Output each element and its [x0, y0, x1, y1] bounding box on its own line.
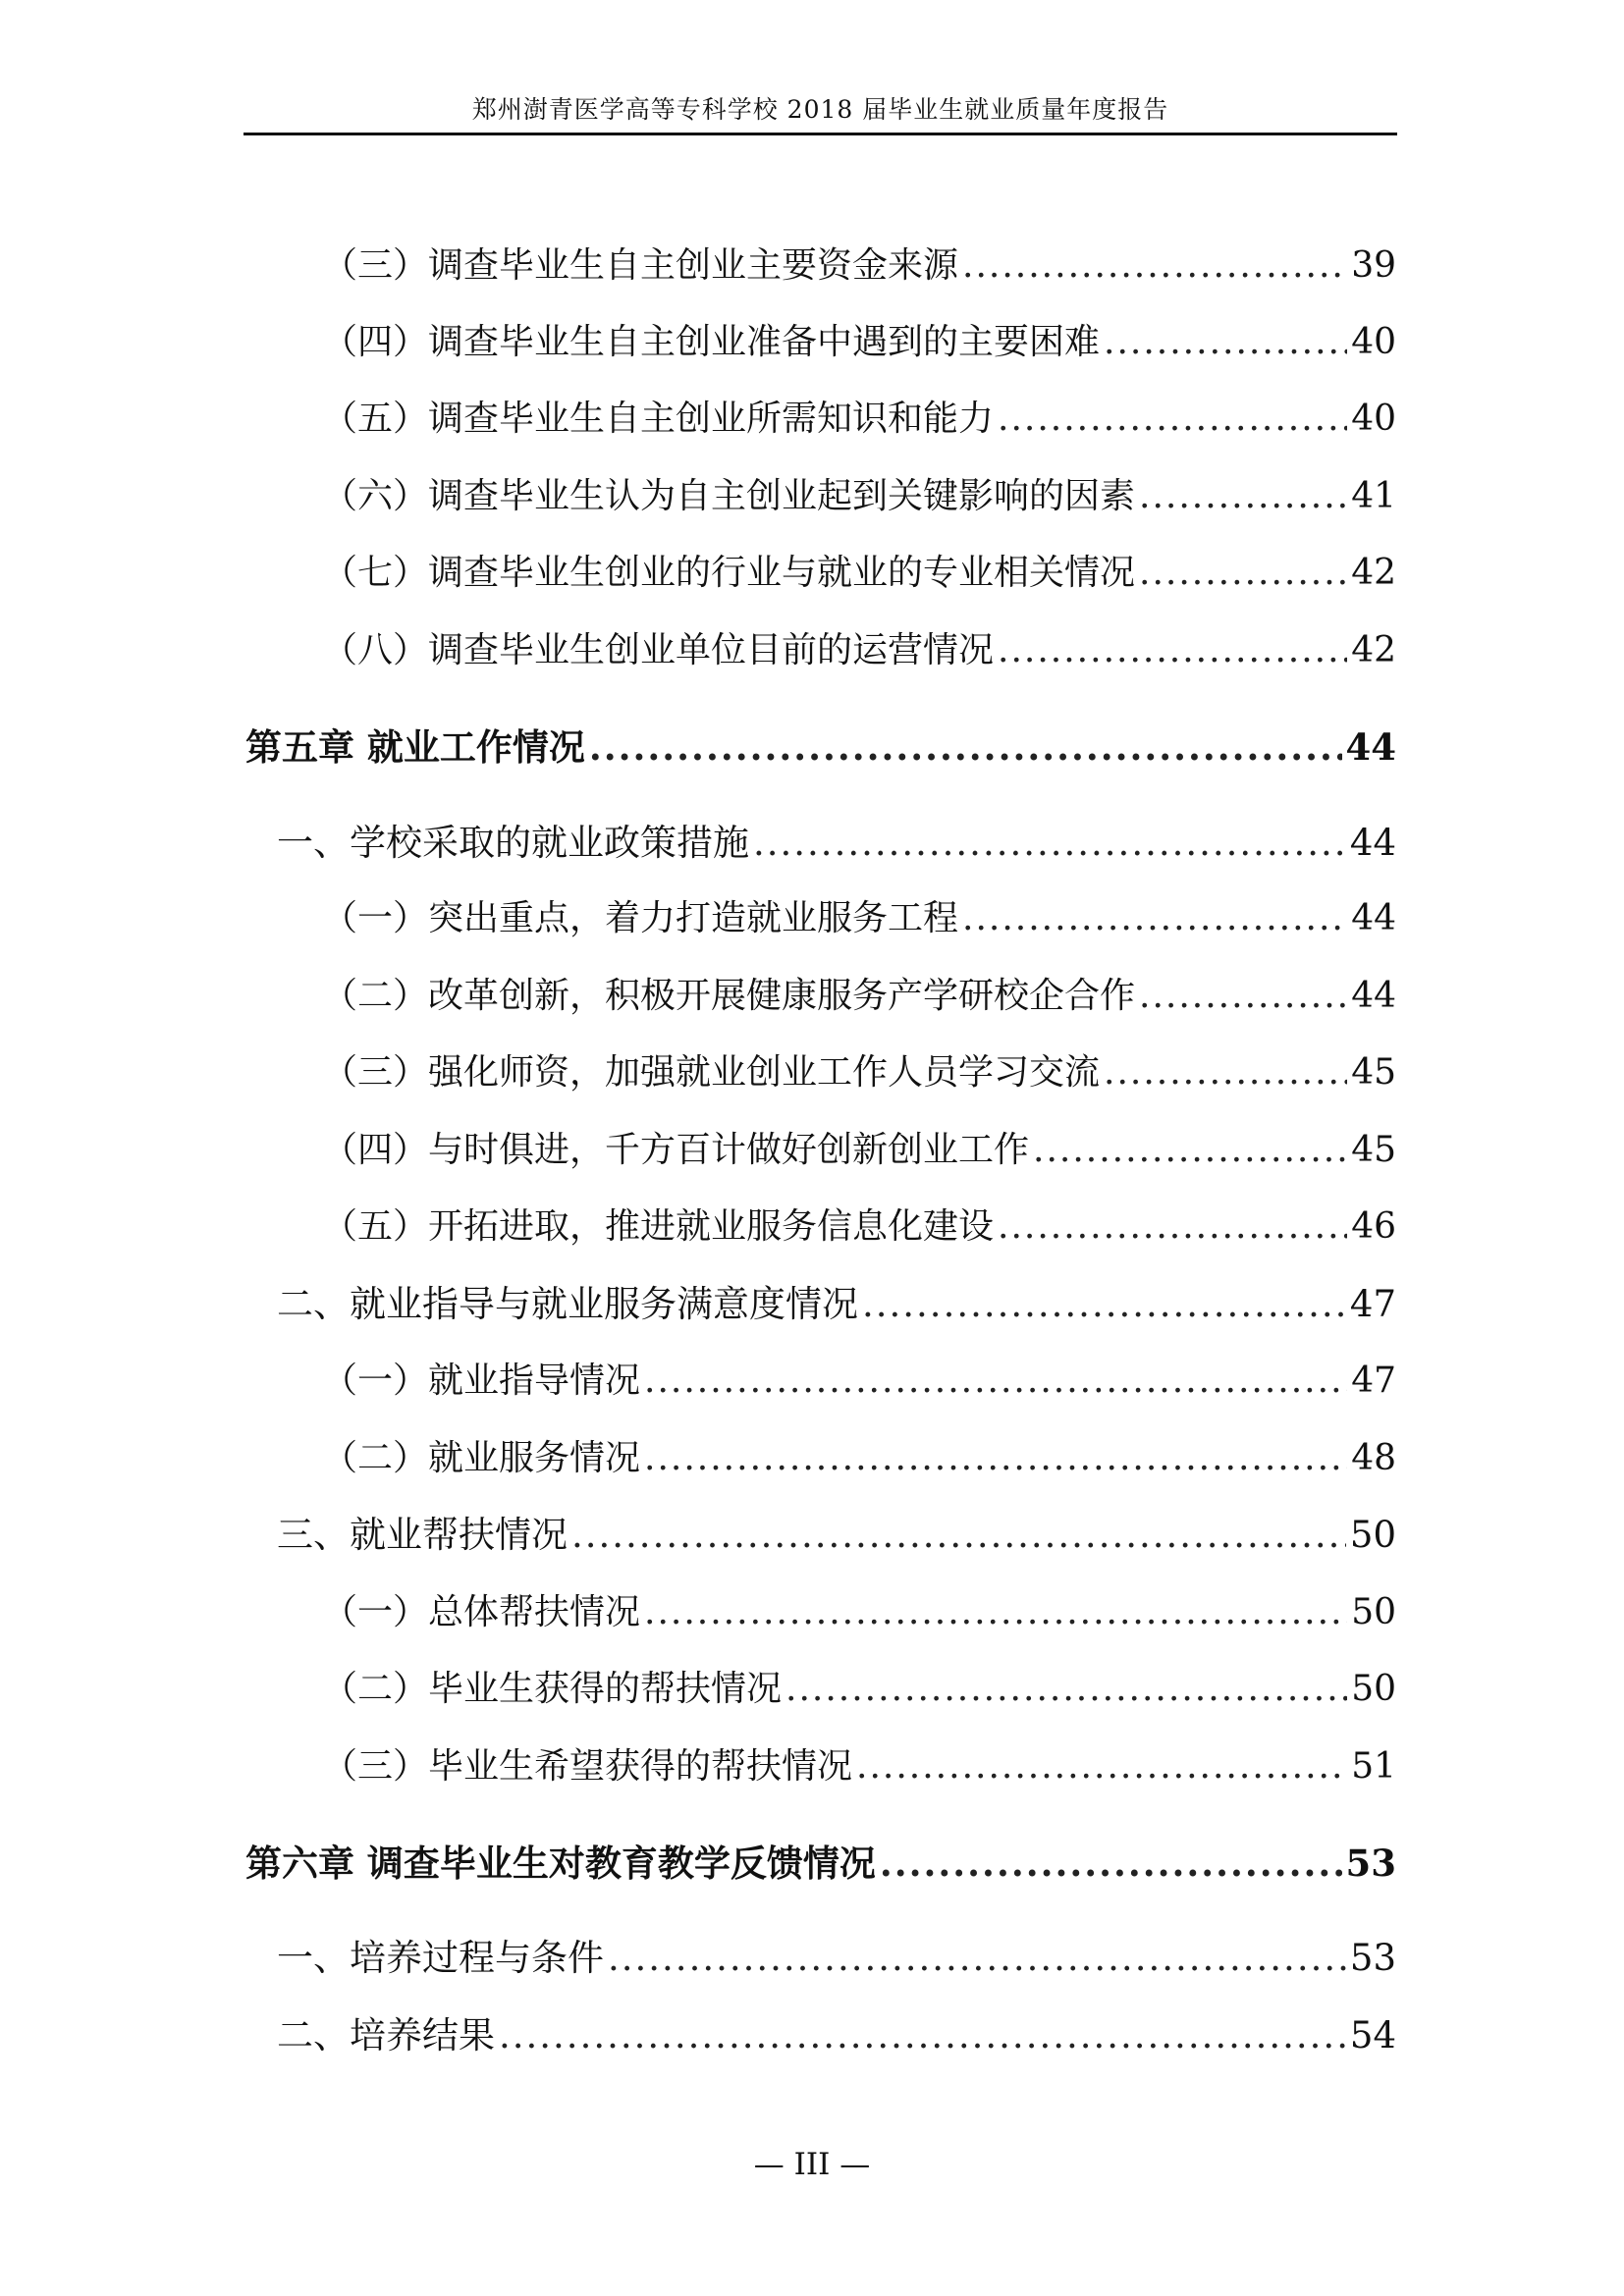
- toc-entry[interactable]: [322, 241, 1396, 291]
- toc-entry[interactable]: [322, 549, 1396, 598]
- toc-entry-page: 47: [1349, 1283, 1396, 1325]
- toc-entry[interactable]: [322, 1048, 1396, 1097]
- toc-entry-page: 44: [1345, 725, 1396, 769]
- toc-entry-label: 二、培养结果: [277, 2014, 495, 2056]
- toc-entry-label: （八）调查毕业生创业单位目前的运营情况: [322, 630, 995, 670]
- toc-chapter-entry[interactable]: [245, 1837, 1396, 1890]
- toc-entry-page: 45: [1351, 1130, 1396, 1170]
- toc-leader-dots: [1104, 1048, 1347, 1097]
- toc-chapter-entry[interactable]: [245, 721, 1396, 774]
- toc-entry-label: （三）强化师资，加强就业创业工作人员学习交流: [322, 1052, 1101, 1093]
- toc-entry[interactable]: [322, 1202, 1396, 1252]
- toc-entry[interactable]: [322, 318, 1396, 367]
- header-title: 郑州澍青医学高等专科学校 2018 届毕业生就业质量年度报告: [471, 95, 1169, 124]
- toc-entry[interactable]: [322, 1126, 1396, 1175]
- toc-entry-page: 51: [1351, 1746, 1396, 1787]
- toc-entry-label: （一）突出重点，着力打造就业服务工程: [322, 898, 959, 938]
- toc-leader-dots: [608, 1934, 1346, 1983]
- toc-entry-label: （六）调查毕业生认为自主创业起到关键影响的因素: [322, 476, 1136, 516]
- toc-entry[interactable]: [322, 972, 1396, 1021]
- toc-entry[interactable]: [322, 472, 1396, 521]
- toc-entry-label: （一）就业指导情况: [322, 1361, 641, 1401]
- toc-entry-page: 54: [1349, 2014, 1396, 2056]
- toc-entry-label: （四）与时俱进，千方百计做好创新创业工作: [322, 1130, 1030, 1170]
- toc-entry[interactable]: [322, 395, 1396, 444]
- toc-section-entry[interactable]: [277, 1280, 1396, 1329]
- toc-entry-label: 二、就业指导与就业服务满意度情况: [277, 1283, 858, 1325]
- toc-leader-dots: [1139, 472, 1347, 521]
- toc-section-entry[interactable]: [277, 2011, 1396, 2060]
- toc-leader-dots: [644, 1588, 1347, 1637]
- toc-entry-page: 42: [1351, 630, 1396, 670]
- toc-leader-dots: [1139, 549, 1347, 598]
- toc-entry[interactable]: [322, 1742, 1396, 1791]
- toc-entry-page: 44: [1351, 976, 1396, 1016]
- toc-entry-label: （三）调查毕业生自主创业主要资金来源: [322, 245, 959, 286]
- toc-leader-dots: [571, 1511, 1346, 1560]
- toc-entry-label: （二）就业服务情况: [322, 1438, 641, 1478]
- toc-entry-label: 第五章 就业工作情况: [245, 725, 585, 769]
- toc-leader-dots: [499, 2011, 1346, 2060]
- toc-entry-page: 44: [1351, 898, 1396, 938]
- toc-entry-label: （二）改革创新，积极开展健康服务产学研校企合作: [322, 976, 1136, 1016]
- toc-entry[interactable]: [322, 1588, 1396, 1637]
- toc-leader-dots: [862, 1280, 1346, 1329]
- toc-leader-dots: [753, 819, 1346, 868]
- toc-entry-page: 42: [1351, 553, 1396, 593]
- toc-leader-dots: [1139, 972, 1347, 1021]
- toc-entry-page: 48: [1351, 1438, 1396, 1478]
- toc-entry-page: 47: [1351, 1361, 1396, 1401]
- page-footer: [0, 2145, 1624, 2184]
- toc-entry-label: （五）调查毕业生自主创业所需知识和能力: [322, 399, 995, 439]
- toc-entry-page: 53: [1349, 1937, 1396, 1979]
- toc-entry-page: 39: [1351, 245, 1396, 286]
- toc-entry[interactable]: [322, 894, 1396, 943]
- toc-leader-dots: [1104, 318, 1347, 367]
- toc-entry-page: 40: [1351, 322, 1396, 362]
- toc-entry-label: （一）总体帮扶情况: [322, 1592, 641, 1632]
- toc-entry-label: 第六章 调查毕业生对教育教学反馈情况: [245, 1842, 876, 1885]
- toc-entry-page: 50: [1349, 1514, 1396, 1556]
- toc-leader-dots: [962, 894, 1347, 943]
- toc-entry-page: 50: [1351, 1592, 1396, 1632]
- toc-entry-label: （五）开拓进取，推进就业服务信息化建设: [322, 1206, 995, 1247]
- toc-entry[interactable]: [322, 1665, 1396, 1714]
- toc-leader-dots: [962, 241, 1347, 291]
- toc-entry-label: 一、学校采取的就业政策措施: [277, 822, 749, 864]
- toc-entry-label: （七）调查毕业生创业的行业与就业的专业相关情况: [322, 553, 1136, 593]
- toc-leader-dots: [998, 626, 1347, 675]
- toc-entry-label: 三、就业帮扶情况: [277, 1514, 568, 1556]
- toc-entry-label: （四）调查毕业生自主创业准备中遇到的主要困难: [322, 322, 1101, 362]
- toc-entry[interactable]: [322, 1357, 1396, 1406]
- toc-leader-dots: [998, 1202, 1347, 1252]
- toc-leader-dots: [644, 1357, 1347, 1406]
- toc-leader-dots: [644, 1434, 1347, 1483]
- toc-entry[interactable]: [322, 1434, 1396, 1483]
- toc-leader-dots: [589, 721, 1342, 774]
- toc-leader-dots: [1033, 1126, 1347, 1175]
- toc-entry-label: 一、培养过程与条件: [277, 1937, 604, 1979]
- toc-section-entry[interactable]: [277, 819, 1396, 868]
- toc-leader-dots: [856, 1742, 1347, 1791]
- toc-entry-page: 40: [1351, 399, 1396, 439]
- toc-entry-page: 53: [1345, 1842, 1396, 1885]
- toc-section-entry[interactable]: [277, 1934, 1396, 1983]
- toc-leader-dots: [785, 1665, 1347, 1714]
- toc-entry-label: （三）毕业生希望获得的帮扶情况: [322, 1746, 853, 1787]
- toc-entry-page: 41: [1351, 476, 1396, 516]
- toc-entry-label: （二）毕业生获得的帮扶情况: [322, 1669, 783, 1709]
- toc-entry[interactable]: [322, 626, 1396, 675]
- toc-leader-dots: [998, 395, 1347, 444]
- toc-entry-page: 45: [1351, 1052, 1396, 1093]
- page-number: — III —: [753, 2147, 871, 2182]
- toc-leader-dots: [880, 1837, 1342, 1890]
- toc-entry-page: 44: [1349, 822, 1396, 864]
- toc-entry-page: 46: [1351, 1206, 1396, 1247]
- toc-section-entry[interactable]: [277, 1511, 1396, 1560]
- toc-entry-page: 50: [1351, 1669, 1396, 1709]
